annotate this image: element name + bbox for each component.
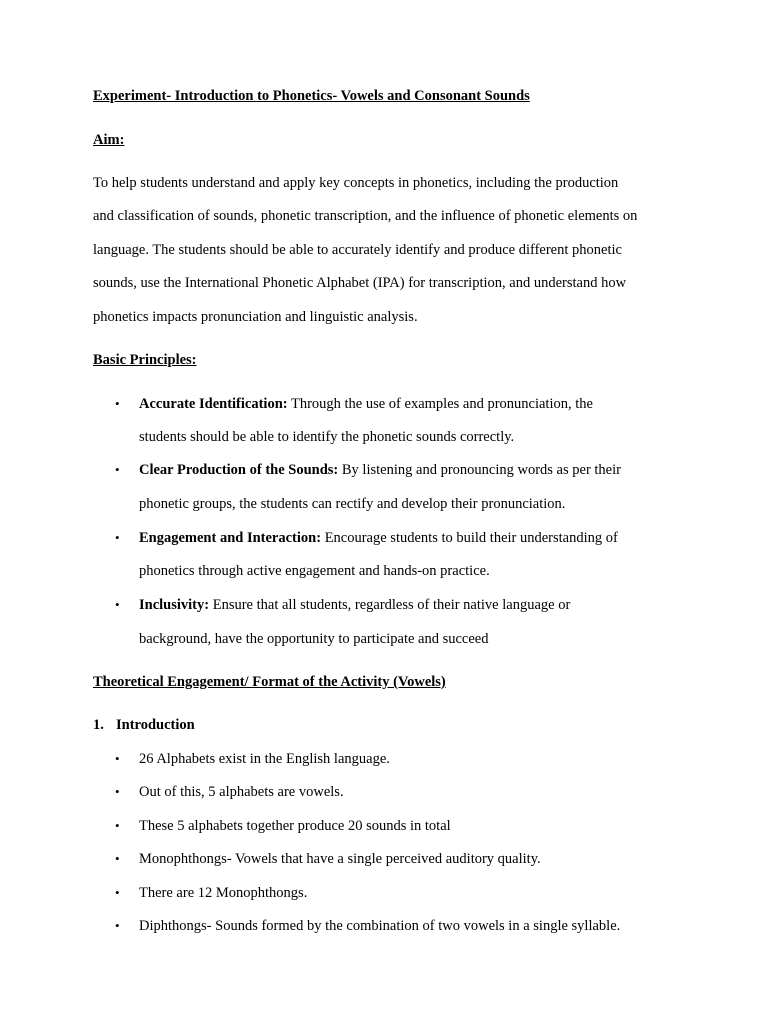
document-title: Experiment- Introduction to Phonetics- Vowels and Consonant Sounds — [93, 88, 530, 104]
list-item-text: These 5 alphabets together produce 20 sounds in total — [139, 818, 451, 834]
bullet-icon: • — [115, 462, 120, 477]
bullet-icon: • — [115, 885, 120, 900]
list-item-text: There are 12 Monophthongs. — [139, 885, 308, 901]
principle-continuation: students should be able to identify the phonetic sounds correctly. — [139, 429, 515, 445]
aim-line-5: phonetics impacts pronunciation and linguistic analysis. — [93, 309, 418, 325]
aim-line-1: To help students understand and apply key concepts in phonetics, including the production — [93, 175, 619, 191]
list-item-text: Diphthongs- Sounds formed by the combination of two vowels in a single syllable. — [139, 918, 621, 934]
principle-label: Inclusivity: — [139, 597, 210, 613]
principle-text: By listening and pronouncing words as per their — [338, 462, 621, 478]
list-item-text: Out of this, 5 alphabets are vowels. — [139, 784, 344, 800]
principles-heading: Basic Principles: — [93, 352, 197, 368]
section-title: Introduction — [116, 717, 195, 733]
list-item-text: Monophthongs- Vowels that have a single perceived auditory quality. — [139, 851, 541, 867]
bullet-icon: • — [115, 597, 120, 612]
aim-line-4: sounds, use the International Phonetic Alphabet (IPA) for transcription, and understand how — [93, 275, 627, 291]
section-number: 1. — [93, 717, 104, 733]
principle-text: Encourage students to build their understanding of — [321, 530, 618, 546]
aim-line-2: and classification of sounds, phonetic transcription, and the influence of phonetic elements on — [93, 208, 638, 224]
aim-line-3: language. The students should be able to accurately identify and produce different phonetic — [93, 242, 622, 258]
principle-label: Clear Production of the Sounds: — [139, 462, 339, 478]
principle-continuation: phonetics through active engagement and hands-on practice. — [139, 563, 490, 579]
list-item-text: 26 Alphabets exist in the English language. — [139, 751, 390, 767]
bullet-icon: • — [115, 396, 120, 411]
aim-heading: Aim: — [93, 132, 125, 148]
bullet-icon: • — [115, 530, 120, 545]
section-heading — [93, 716, 393, 734]
principle-text: Ensure that all students, regardless of their native language or — [209, 597, 571, 613]
bullet-icon: • — [115, 818, 120, 833]
principle-text: Through the use of examples and pronunciation, the — [287, 396, 593, 412]
bullet-icon: • — [115, 784, 120, 799]
principle-continuation: phonetic groups, the students can rectify and develop their pronunciation. — [139, 496, 566, 512]
principle-label: Engagement and Interaction: — [139, 530, 322, 546]
principle-continuation: background, have the opportunity to participate and succeed — [139, 631, 489, 647]
theory-heading: Theoretical Engagement/ Format of the Activity (Vowels) — [93, 674, 446, 690]
principle-label: Accurate Identification: — [139, 396, 288, 412]
bullet-icon: • — [115, 918, 120, 933]
bullet-icon: • — [115, 751, 120, 766]
bullet-icon: • — [115, 851, 120, 866]
